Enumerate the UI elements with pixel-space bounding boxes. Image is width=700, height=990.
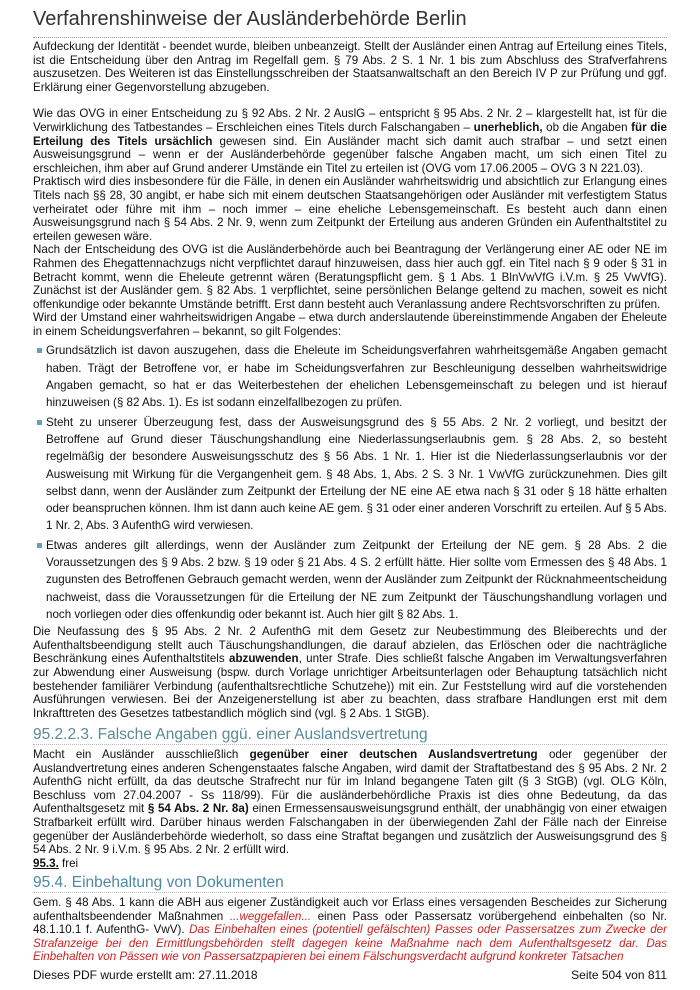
list-item: Steht zu unserer Überzeugung fest, dass der Ausweisungsgrund des § 55 Abs. 2 Nr. 2 vorliegt, und besitzt der Betroffene auf Grund dieser Täuschungshandlung eine Niederlassungserlaubnis gem. § 28 Abs. 2, so besteht regelmäßig der besondere Ausweisungsschutz des § 56 Abs. 1 Nr. 1. Hier ist die Niederlassungserlaubnis vor der Ausweisung mit Wirkung für die Vergangenheit gem. § 48 Abs. 1, Abs. 2 S. 3 Nr. 1 VwVfG zurückzunehmen. Dies gilt selbst dann, wenn der Ausländer zum Zeitpunkt der Erteilung der NE eine AE etwa nach § 31 oder § 18 hätte erhalten oder beanspruchen können. Ihm ist dann auch keine AE gem. § 31 oder einer anderen Vorschrift zu erteilen. Auf § 5 Abs. 1 Nr. 2, Abs. 3 AufenthG wird verwiesen. xyxy=(46,414,667,535)
paragraph-extension: Nach der Entscheidung des OVG ist die Ausländerbehörde auch bei Beantragung der Verlängerung einer AE oder NE im Rahmen des Ehegattennachzugs nicht verpflichtet darauf hinzuweisen, dass hier auch ggf. ein Titel nach § 9 oder § 31 in Betracht kommt, wenn die Eheleute getrennt wären (Beratungspflicht gem. § 1 Abs. 1 BlnVwVfG i.V.m. § 25 VwVfG). Zunächst ist der Ausländer gem. § 82 Abs. 1 verpflichtet, seine persönlichen Belange geltend zu machen, soweit es nicht offenkundige oder bekannte Umstände betrifft. Erst dann besteht auch Veranlassung andere Rechtsvorschriften zu prüfen. xyxy=(33,243,667,311)
section-heading-foreign-mission: 95.2.2.3. Falsche Angaben ggü. einer Auslandsvertretung xyxy=(33,728,667,745)
paragraph-documents: Gem. § 48 Abs. 1 kann die ABH aus eigener Zuständigkeit auch vor Erlass eines versagenden Bescheides zur Sicherung aufenthaltsbeendender Maßnahmen ...weggefallen... einen Pass oder Passersatz vorübergehend einbehalten (so Nr. 48.1.10.1 f. AufenthG- VwV). Das Einbehalten eines (potentiell gefälschten) Passes oder Passersatzes zum Zwecke der Strafanzeige bei den Ermittlungsbehörden stellt dagegen keine Maßnahme nach dem Aufenthaltsgesetz dar. Das Einbehalten von Pässen wie von Passersatzpapieren bei einem Fälschungsverdacht aufgrund konkreter Tatsachen xyxy=(33,895,667,964)
paragraph-new-version: Die Neufassung des § 95 Abs. 2 Nr. 2 AufenthG mit dem Gesetz zur Neubestimmung des Bleiberechts und der Aufenthaltsbeendigung stellt auch Täuschungshandlungen, die darauf abzielen, das Erlöschen oder die nachträgliche Beschränkung eines Aufenthaltstitels abzuwenden, unter Strafe. Dies schließt falsche Angaben im Verwaltungsverfahren zur Abwendung einer Ausweisung (bspw. durch Vorlage unrichtiger Arbeitsunterlagen oder Behauptung tatsächlich nicht bestehender familiärer Verbindung (aufenthaltsrechtliche Schutzehe)) mit ein. Zur Feststellung wird auf die vorstehenden Ausführungen verwiesen. Bei der Anzeigenerstellung ist aber zu beachten, dass strafbare Handlungen erst mit dem Inkrafttreten des Gesetzes tatbestandlich möglich sind (vgl. § 2 Abs. 1 StGB). xyxy=(33,625,667,720)
paragraph-divorce: Wird der Umstand einer wahrheitswidrigen Angabe – etwa durch anderslautende übereinstimmende Angaben der Eheleute in einem Scheidungsverfahren – bekannt, so gilt Folgendes: xyxy=(33,311,667,338)
paragraph-foreign-mission: Macht ein Ausländer ausschließlich gegenüber einer deutschen Auslandsvertretung oder gegenüber der Auslandvertretung eines anderen Schengenstaates falsche Angaben, wird damit der Straftatbestand des § 95 Abs. 2 Nr. 2 AufenthG nicht erfüllt, da das deutsche Strafrecht nur für im Inland begangene Taten gilt (§ 3 StGB) (vgl. OLG Köln, Beschluss vom 27.04.2007 - Ss 118/99). Für die ausländerbehördliche Praxis ist dies ohne Bedeutung, da das Aufenthaltsgesetz mit § 54 Abs. 2 Nr. 8a) einen Ermessensausweisungsgrund enthält, der unabhängig von einer etwaigen Strafbarkeit erfüllt wird. Darüber hinaus werden Falschangaben in der überwiegenden Zahl der Fälle nach der Einreise gegenüber der Ausländerbehörde wiederholt, so dass eine Straftat begangen und zusätzlich der Ausweisungsgrund des § 54 Abs. 2 Nr. 9 i.V.m. § 95 Abs. 2 Nr. 2 erfüllt wird. xyxy=(33,747,667,857)
footer-page-number: Seite 504 von 811 xyxy=(571,968,667,982)
paragraph-intro: Aufdeckung der Identität - beendet wurde, bleiben unbeanzeigt. Stellt der Ausländer einen Antrag auf Erteilung eines Titels, ist die Entscheidung über den Antrag im Regelfall gem. § 79 Abs. 2 S. 1 Nr. 1 bis zum Abschluss des Strafverfahrens auszusetzen. Des Weiteren ist das Einstellungsschreiben der Staatsanwaltschaft an den Bereich IV P zur Prüfung und ggf. Erklärung einer Gegenvorstellung abzugeben. xyxy=(33,40,667,94)
paragraph-practice: Praktisch wird dies insbesondere für die Fälle, in denen ein Ausländer wahrheitswidrig und absichtlich zur Erlangung eines Titels nach §§ 28, 30 angibt, er habe sich mit einem deutschen Staatsangehörigen oder Ausländer mit verfestigtem Status verheiratet oder führe mit ihm – noch immer – eine eheliche Lebensgemeinschaft. Es besteht auch dann einen Ausweisungsgrund nach § 54 Abs. 2 Nr. 9, wenn zum Zeitpunkt der Erteilung aus anderen Gründen ein Aufenthaltstitel zu erteilen gewesen wäre. xyxy=(33,175,667,243)
document-body xyxy=(33,40,667,964)
section-heading-documents: 95.4. Einbehaltung von Dokumenten xyxy=(33,876,667,893)
bullet-list xyxy=(33,342,667,623)
page-footer xyxy=(33,968,667,982)
section-ref-link[interactable]: 95.3. xyxy=(33,856,59,870)
page-title: Verfahrenshinweise der Ausländerbehörde Berlin xyxy=(33,8,667,38)
footer-created-date: Dieses PDF wurde erstellt am: 27.11.2018 xyxy=(33,968,258,982)
section-ref: 95.3. frei xyxy=(33,856,79,870)
paragraph-ovg: Wie das OVG in einer Entscheidung zu § 92 Abs. 2 Nr. 2 AuslG – entspricht § 95 Abs. 2 Nr. 2 – klargestellt hat, ist für die Verwirklichung des Tatbestandes – Erschleichen eines Titels durch Falschangaben – unerheblich, ob die Angaben für die Erteilung des Titels ursächlich gewesen sind. Ein Ausländer macht sich damit auch strafbar – und setzt einen Ausweisungsgrund – wenn er der Ausländerbehörde gegenüber falsche Angaben macht, um sich einen Titel zu erschleichen, ihm aber auf Grund anderer Umstände ein Titel zu erteilen ist (OVG vom 17.06.2005 – OVG 3 N 221.03). xyxy=(33,107,667,175)
list-item: Etwas anderes gilt allerdings, wenn der Ausländer zum Zeitpunkt der Erteilung der NE gem. § 28 Abs. 2 die Voraussetzungen des § 9 Abs. 2 bzw. § 19 oder § 21 Abs. 4 S. 2 erfüllt hätte. Hier sollte vom Ermessen des § 48 Abs. 1 zugunsten des Betroffenen Gebrauch gemacht werden, wenn der Ausländer zum Zeitpunkt der Rücknahmeentscheidung nachweist, dass die Voraussetzungen für die Erteilung der NE zum Zeitpunkt der Täuschungshandlung vorlagen und noch vorliegen oder dies offenkundig oder bekannt ist. Auch hier gilt § 82 Abs. 1. xyxy=(46,537,667,623)
list-item: Grundsätzlich ist davon auszugehen, dass die Eheleute im Scheidungsverfahren wahrheitsgemäße Angaben gemacht haben. Trägt der Betroffene vor, er habe im Scheidungsverfahren zur Beschleunigung desselben wahrheitswidrige Angaben gemacht, so hat er das Weiterbestehen der ehelichen Lebensgemeinschaft zu belegen und ist hierauf hinzuweisen (§ 82 Abs. 1). Es ist sodann einzelfallbezogen zu prüfen. xyxy=(46,342,667,411)
